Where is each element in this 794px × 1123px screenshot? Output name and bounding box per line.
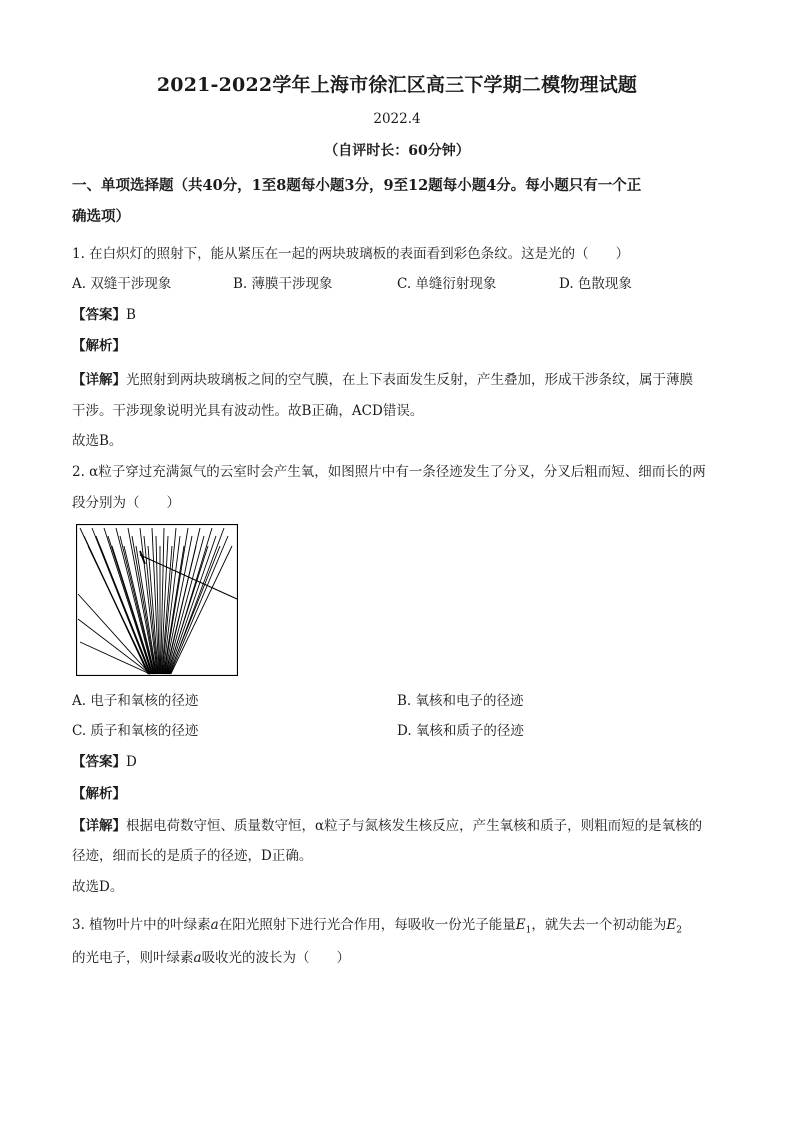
q2-answer [72, 752, 137, 772]
subscript-1: 1 [525, 925, 532, 936]
section-heading-line1: 一、单项选择题（共40分，1至8题每小题3分，9至12题每小题4分。每小题只有一个正 [72, 177, 642, 194]
q2-detail-line1 [72, 816, 702, 836]
detail-text: 光照射到两块玻璃板之间的空气膜，在上下表面发生反射，产生叠加，形成干涉条纹，属于薄膜 [126, 372, 693, 388]
q2-stem-line2: 段分别为（ ） [72, 495, 180, 511]
exam-title: 2021-2022学年上海市徐汇区高三下学期二模物理试题 [156, 74, 638, 96]
q1-conclusion: 故选B。 [72, 433, 123, 449]
energy-e2: E [666, 917, 677, 933]
q1-answer [72, 305, 136, 325]
cloud-chamber-photo [76, 524, 238, 676]
q1-detail-line1 [72, 370, 693, 390]
detail-text: 根据电荷数守恒、质量数守恒，α粒子与氮核发生核反应，产生氧核和质子，则粗而短的是氧核的 [126, 818, 703, 834]
subscript-2: 2 [676, 925, 682, 936]
exam-timing: （自评时长：60分钟） [324, 143, 470, 159]
detail-label: 【详解】 [72, 818, 126, 834]
q1-option-b: B. 薄膜干涉现象 [233, 276, 333, 292]
exam-date: 2022.4 [373, 111, 421, 127]
q3-text: ，就失去一个初动能为 [531, 917, 667, 933]
q2-option-c: C. 质子和氧核的径迹 [72, 723, 199, 739]
q3-text: 吸收光的波长为（ ） [201, 950, 351, 966]
q1-option-d: D. 色散现象 [559, 276, 632, 292]
answer-label: 【答案】 [72, 754, 126, 770]
q1-detail-line2: 干涉。干涉现象说明光具有波动性。故B正确，ACD错误。 [72, 403, 424, 419]
q3-text: 3. 植物叶片中的叶绿素 [72, 917, 211, 933]
q3-stem-line1 [72, 915, 682, 941]
answer-label: 【答案】 [72, 307, 126, 323]
var-a: a [210, 917, 219, 933]
q1-option-c: C. 单缝衍射现象 [397, 276, 497, 292]
q2-option-a: A. 电子和氧核的径迹 [72, 693, 199, 709]
q2-detail-line2: 径迹，细而长的是质子的径迹，D正确。 [72, 848, 313, 864]
section-heading-line2: 确选项） [72, 208, 130, 225]
q2-option-d: D. 氧核和质子的径迹 [397, 723, 524, 739]
var-a: a [193, 950, 202, 966]
q3-text: 的光电子，则叶绿素 [72, 950, 194, 966]
q1-option-a: A. 双缝干涉现象 [72, 276, 172, 292]
q2-analysis-label: 【解析】 [72, 786, 126, 802]
detail-label: 【详解】 [72, 372, 126, 388]
answer-value: B [126, 307, 136, 323]
q3-stem-line2 [72, 948, 350, 968]
q3-text: 在阳光照射下进行光合作用，每吸收一份光子能量 [218, 917, 516, 933]
q2-option-b: B. 氧核和电子的径迹 [397, 693, 524, 709]
q1-stem: 1. 在白炽灯的照射下，能从紧压在一起的两块玻璃板的表面看到彩色条纹。这是光的（ ） [72, 246, 630, 262]
energy-e1: E [515, 917, 526, 933]
q1-analysis-label: 【解析】 [72, 338, 126, 354]
q2-conclusion: 故选D。 [72, 879, 124, 895]
section-heading [72, 170, 722, 232]
answer-value: D [126, 754, 137, 770]
q2-stem-line1: 2. α粒子穿过充满氮气的云室时会产生氧，如图照片中有一条径迹发生了分叉，分叉后粗而短、细而长的两 [72, 464, 706, 480]
